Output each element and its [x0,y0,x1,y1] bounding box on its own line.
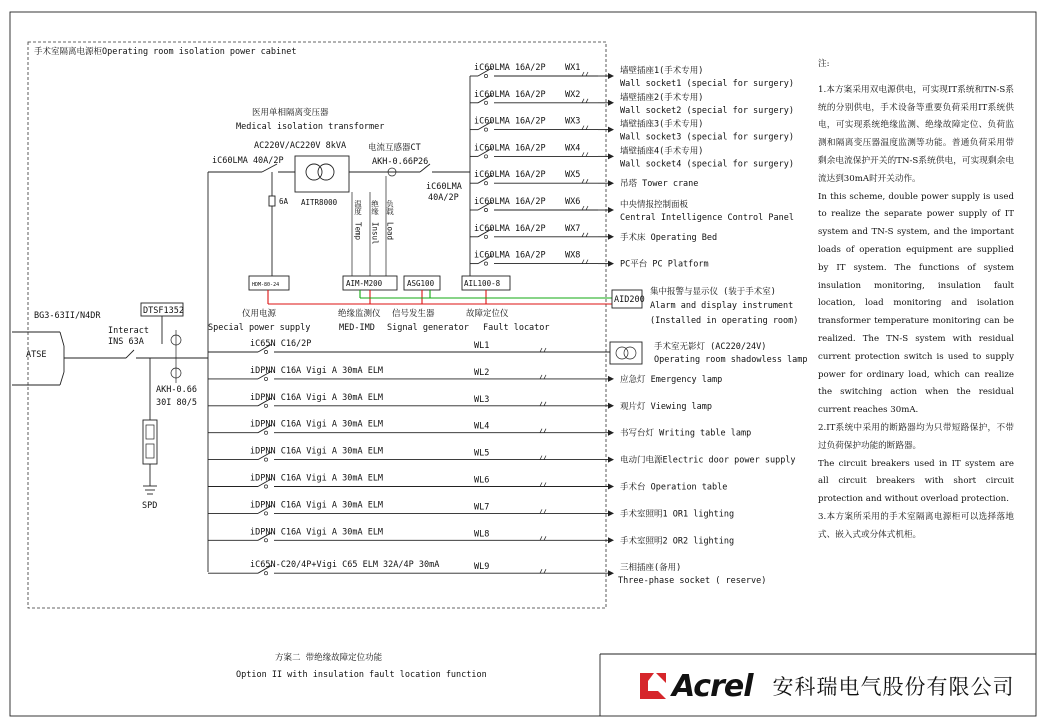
note-1-en: In this scheme, double power supply is used to realize the separate power supply of IT system and TN-S system, and the important loads of operation equipment are supplied by IT system. The functions of system insulation monitoring, insulation fault location, load monitoring and isolation transformer temperature monitoring can be realized. The TN-S system with residual current protection switch is used to supply power for ordinary load, which can realize the switching action when the residual current reaches 30mA. [818,191,1014,416]
tns-breaker-label: iC65N C16/2P [250,339,312,349]
tns-circuit-code: WL6 [474,475,490,486]
interact-a: Interact [108,326,149,336]
it-load-cn: 墙壁插座3(手术专用) [620,119,704,130]
insul-cn: 绝缘 [370,200,380,215]
it-circuit-code: WX4 [565,143,581,154]
arrow-icon [608,510,614,516]
it-load-cn: 中央情报控制面板 [620,200,689,210]
device-cn-3: 信号发生器 [392,309,435,319]
main-breaker-label: iC60LMA 40A/2P [212,156,284,166]
ct-title: 电流互感器CT [368,143,421,153]
it-circuit-wx7 [470,224,717,243]
note-2-cn: 2.IT系统中采用的断路器均为只带短路保护，不带过负荷保护功能的断路器。 [818,422,1014,451]
alarm-model: AID200 [614,295,645,305]
tns-circuit-wl7 [208,500,734,519]
tns-breaker-label: iDPNN C16A Vigi A 30mA ELM [250,527,384,538]
insul-en: Insul [370,222,380,245]
fuse-label: 6A [279,197,289,206]
arrow-icon [608,403,614,409]
alarm-en2: (Installed in operating room) [650,316,799,326]
tns-load-cn: 应急灯 Emergency lamp [620,374,723,385]
caption-en: Option II with insulation fault location function [236,670,487,680]
arrow-icon [608,570,614,576]
note-1-cn: 1.本方案采用双电源供电，可实现IT系统和TN-S系统的分别供电，手术设备等重要负荷采用IT系统供电，可实现系统绝缘监测、绝缘故障定位、负荷监测和隔离变压器温度监测等功能。普通负荷采用带剩余电流保护开关的TN-S系统供电，可实现剩余电流达到30mA时开关动作。 [818,84,1014,184]
it-circuit-wx6 [470,197,794,223]
arrow-icon [608,537,614,543]
it-circuit-code: WX8 [565,250,581,261]
it-load-cn: 吊塔 Tower crane [620,179,699,190]
alarm-cn: 集中报警与显示仪 (装于手术室) [650,287,776,297]
device-en-1: Special power supply [208,323,311,333]
tns-circuit-code: WL9 [474,562,490,573]
device-model-3: ASG100 [407,279,435,288]
spd-box [143,420,157,464]
it-circuit-code: WX1 [565,63,581,73]
tns-breaker-label: iDPNN C16A Vigi A 30mA ELM [250,446,384,457]
device-model-1: HDM-80-24 [252,282,280,288]
device-en-2: MED-IMD [339,323,375,333]
spd-label: SPD [142,501,158,511]
device-en-3: Signal generator [387,323,469,333]
tns-breaker-label: iDPNN C16A Vigi A 30mA ELM [250,392,384,403]
tns-load-en: Operating room shadowless lamp [654,355,808,365]
device-cn-4: 故障定位仪 [466,309,509,319]
tns-breaker-label: iDPNN C16A Vigi A 30mA ELM [250,473,384,484]
tns-breaker-label: iC65N-C20/4P+Vigi C65 ELM 32A/4P 30mA [250,560,440,571]
tns-breaker-label: iDPNN C16A Vigi A 30mA ELM [250,500,384,511]
spd-model: DTSF1352 [143,306,184,316]
notes-heading: 注: [818,59,830,69]
it-breaker-label: iC60LMA 16A/2P [474,116,546,127]
tns-circuit-wl8 [208,527,734,546]
it-load-en: Wall socket4 (special for surgery) [620,159,794,170]
tns-circuit-wl9 [208,560,766,586]
tns-load-cn: 手术室照明2 OR2 lighting [620,536,735,547]
tns-load-cn: 电动门电源Electric door power supply [620,455,796,466]
company-name: 安科瑞电气股份有限公司 [772,675,1015,699]
it-circuit-code: WX6 [565,197,581,207]
tns-load-cn: 手术室无影灯 (AC220/24V) [654,342,767,352]
tns-load-cn: 观片灯 Viewing lamp [620,401,713,412]
it-circuit-code: WX5 [565,170,581,181]
it-load-cn: PC平台 PC Platform [620,259,709,270]
fuse [269,196,275,206]
incoming-ct-b: 30I 80/5 [156,398,197,408]
tns-circuit-wl3 [208,393,712,412]
temp-cn: 温度 [353,200,363,215]
tns-breaker-label: iDPNN C16A Vigi A 30mA ELM [250,365,384,376]
tns-circuit-wl6 [208,474,727,493]
tns-circuit-wl2 [208,366,722,385]
sub-breaker-label-b: 40A/2P [428,193,459,203]
acrel-logo-text: Acrel [672,668,753,704]
brand-block [640,668,1015,704]
it-circuit-wx5 [470,170,698,189]
tns-circuit-code: WL1 [474,341,490,351]
it-breaker-label: iC60LMA 16A/2P [474,143,546,154]
interact-b: INS 63A [108,337,144,347]
transformer-title-en: Medical isolation transformer [236,122,385,132]
lamp-transformer-box [610,342,642,364]
it-circuit-code: WX3 [565,116,581,127]
tns-circuit-wl4 [208,420,751,439]
incoming-ct-a: AKH-0.66 [156,385,197,395]
it-load-cn: 墙壁插座4(手术专用) [620,146,704,157]
it-circuit-wx3 [470,117,794,143]
note-3-cn: 3.本方案所采用的手术室隔离电源柜可以选择落地式、嵌入式或分体式机柜。 [818,511,1014,540]
it-load-en: Central Intelligence Control Panel [620,213,794,223]
cabinet-title: 手术室隔离电源柜Operating room isolation power cabinet [34,47,297,57]
ats-switch-a [60,332,64,346]
it-load-en: Wall socket1 (special for surgery) [620,79,794,89]
temp-en: Temp [353,222,363,241]
it-breaker-label: iC60LMA 16A/2P [474,197,546,207]
ats-switch-b [60,372,64,385]
load-cn: 负载 [385,200,395,215]
it-circuit-wx2 [470,90,794,116]
tns-load-cn: 手术室照明1 OR1 lighting [620,509,735,520]
tns-circuit-code: WL8 [474,529,490,540]
tns-breaker-label: iDPNN C16A Vigi A 30mA ELM [250,419,384,430]
it-breaker-label: iC60LMA 16A/2P [474,89,546,100]
sub-breaker-label-a: iC60LMA [426,182,462,192]
arrow-icon [608,207,614,213]
it-circuit-wx4 [470,143,794,169]
arrow-icon [608,376,614,382]
notes-panel [818,56,1014,545]
arrow-icon [608,153,614,159]
it-load-cn: 墙壁插座2(手术专用) [620,92,704,103]
device-model-4: AIL100-8 [464,279,501,288]
it-breaker-label: iC60LMA 16A/2P [474,63,546,73]
interact-switch [126,350,134,358]
load-en: Load [385,222,395,241]
transformer-rating: AC220V/AC220V 8kVA [254,141,347,151]
device-model-2: AIM-M200 [346,279,383,288]
arrow-icon [608,234,614,240]
transformer-title-cn: 医用单相隔离变压器 [252,108,329,118]
caption-cn: 方案二 带绝缘故障定位功能 [275,653,383,663]
tns-circuit-wl5 [208,447,796,466]
arrow-icon [608,127,614,133]
alarm-en: Alarm and display instrument [650,301,794,311]
it-load-cn: 墙壁插座1(手术专用) [620,66,704,76]
arrow-icon [608,457,614,463]
it-load-cn: 手术床 Operating Bed [620,232,718,243]
tns-circuit-wl1 [208,339,808,365]
it-load-en: Wall socket3 (special for surgery) [620,132,794,143]
it-circuit-wx8 [470,251,709,270]
note-2-en: The circuit breakers used in IT system are all circuit breakers with short circuit protection and without overload protection. [818,458,1014,505]
tns-circuit-code: WL2 [474,367,490,378]
it-breaker-label: iC60LMA 16A/2P [474,250,546,261]
tns-load-en: Three-phase socket ( reserve) [618,576,767,587]
tns-circuit-code: WL5 [474,448,490,459]
arrow-icon [608,261,614,267]
acrel-logo-icon [640,673,666,699]
it-circuit-wx1 [470,63,794,89]
device-cn-2: 绝缘监测仪 [338,309,381,319]
tns-load-cn: 手术台 Operation table [620,482,728,493]
tns-circuit-code: WL3 [474,394,490,405]
ct-model: AKH-0.66P26 [372,157,429,167]
ats-model: BG3-63II/N4DR [34,311,101,321]
arrow-icon [608,484,614,490]
it-load-en: Wall socket2 (special for surgery) [620,105,794,116]
tns-load-cn: 书写台灯 Writing table lamp [620,428,752,439]
it-circuit-code: WX7 [565,223,581,234]
tns-load-cn: 三相插座(备用) [620,563,682,574]
tns-circuit-code: WL7 [474,502,490,513]
arrow-icon [608,180,614,186]
arrow-icon [608,430,614,436]
device-cn-1: 仪用电源 [242,309,277,319]
tns-circuit-code: WL4 [474,421,490,432]
arrow-icon [608,100,614,106]
it-breaker-label: iC60LMA 16A/2P [474,170,546,181]
ats-label: ATSE [26,350,47,360]
transformer-model: AITR8000 [301,198,338,207]
device-en-4: Fault locator [483,323,550,333]
arrow-icon [608,73,614,79]
it-breaker-label: iC60LMA 16A/2P [474,223,546,234]
it-circuit-code: WX2 [565,89,581,100]
